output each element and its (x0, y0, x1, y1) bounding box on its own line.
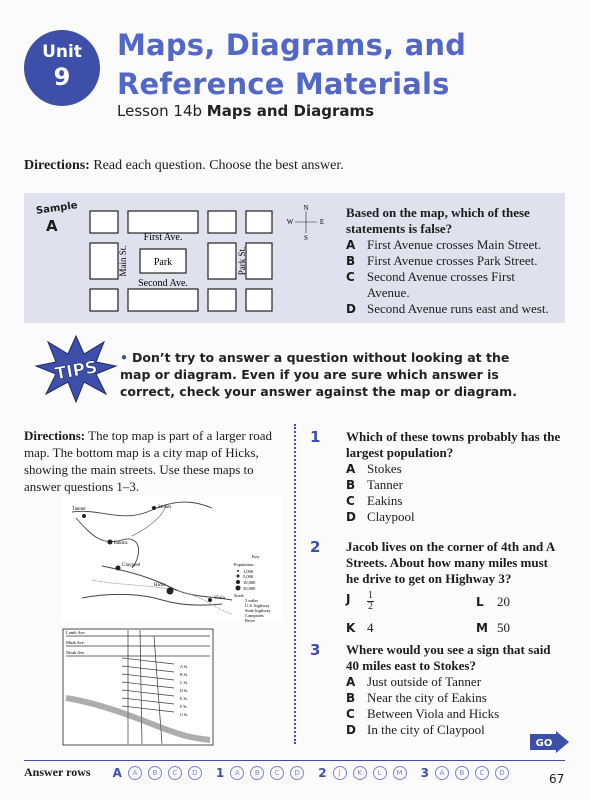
unit-badge (24, 30, 100, 106)
tips-label: TIPS (53, 357, 99, 385)
sample-street-map (84, 205, 334, 315)
title-line-2: Reference Materials (117, 67, 450, 101)
option-letter: B (346, 254, 356, 268)
fraction-one-half (367, 591, 374, 612)
option-k[interactable] (346, 620, 476, 636)
option-text: Near the city of Eakins (367, 690, 487, 705)
tips-text (120, 349, 520, 400)
option-text: Claypool (367, 509, 415, 524)
tips-body: Don’t try to answer a question without looking at the map or diagram. Even if you are sure which answer is correct, check your answer against the map or diagram. (120, 350, 517, 399)
option-l-text: 20 (497, 593, 510, 609)
option-c[interactable] (346, 706, 558, 722)
first-ave-label: First Ave. (143, 232, 183, 243)
fraction-denominator: 2 (368, 601, 373, 612)
option-text: Eakins (367, 493, 403, 508)
option-d[interactable] (346, 301, 558, 317)
compass-s: S (304, 234, 308, 242)
answer-bubble[interactable]: D (495, 766, 509, 780)
directions-2-text: The top map is part of a larger road map. The bottom map is a city map of Hicks, showing the main streets. Use these maps to answer questions 1–3. (24, 428, 273, 494)
question-3-options (346, 674, 558, 738)
option-text: Just outside of Tanner (367, 674, 482, 689)
tips-bullet: • (120, 350, 128, 365)
directions-2 (24, 427, 276, 495)
answer-bubble[interactable]: L (373, 766, 387, 780)
option-l-letter: L (476, 594, 484, 609)
park-st-label: Park St. (237, 246, 247, 276)
answer-row-key: 3 (420, 765, 429, 780)
directions-label: Directions: (24, 158, 90, 173)
question-3-number: 3 (310, 641, 321, 659)
option-letter: A (346, 238, 356, 252)
key-river: River (245, 618, 255, 622)
option-l[interactable] (476, 591, 556, 612)
question-2-stem: Jacob lives on the corner of 4th and A Streets. About how many miles must he drive to get on Highway 3? (346, 539, 555, 586)
fraction-numerator: 1 (368, 590, 373, 601)
answer-bubble[interactable]: C (475, 766, 489, 780)
option-m-letter: M (476, 621, 488, 635)
option-j-letter: J (346, 592, 351, 606)
question-3-stem: Where would you see a sign that said 40 miles east to Stokes? (346, 642, 551, 673)
option-text: First Avenue crosses Park Street. (367, 253, 538, 268)
town-eakins: Eakins (114, 541, 128, 546)
compass-n: N (303, 205, 309, 212)
road-map (62, 496, 282, 622)
compass-w: W (286, 218, 294, 226)
answer-bubble[interactable]: A (230, 766, 244, 780)
sample-stem: Based on the map, which of these statements is false? (346, 205, 530, 236)
key-us-highway: U.S. highway (245, 603, 270, 608)
city-street-b: B St. (180, 672, 189, 677)
compass-e: E (319, 218, 325, 226)
option-m-text: 50 (497, 620, 510, 635)
key-campsites: Campsites (245, 613, 264, 618)
city-street-g: G St. (180, 712, 189, 717)
option-letter: B (346, 478, 356, 492)
question-3 (346, 642, 558, 738)
city-street-f: F St. (180, 704, 188, 709)
answer-bubble[interactable]: K (353, 766, 367, 780)
option-letter: B (346, 691, 356, 705)
option-letter: C (346, 707, 355, 721)
column-divider (294, 424, 296, 744)
town-hicks: Hicks (154, 583, 166, 588)
town-tanner: Tanner (72, 507, 86, 512)
answer-bubble[interactable]: B (250, 766, 264, 780)
option-text: Second Avenue crosses First Avenue. (366, 269, 516, 300)
answer-row-key: 1 (215, 765, 225, 780)
key-scale: Scale (234, 593, 244, 598)
answer-row-key: 2 (318, 765, 327, 780)
answer-bubble[interactable]: C (270, 766, 284, 780)
city-map (62, 628, 214, 746)
option-a[interactable] (346, 237, 558, 253)
answer-bubble[interactable]: J (333, 766, 347, 780)
directions-1 (24, 158, 344, 174)
sample-options (346, 237, 558, 317)
key-population: Population (234, 562, 254, 567)
tips-burst-icon (34, 334, 118, 404)
option-k-letter: K (346, 621, 356, 635)
option-a[interactable] (346, 674, 558, 690)
answer-bubble[interactable]: M (393, 766, 407, 780)
answer-bubble[interactable]: A (435, 766, 449, 780)
go-arrow-icon[interactable] (530, 731, 570, 753)
city-street-a: A St. (180, 664, 189, 669)
option-text: Stokes (367, 461, 402, 476)
city-ave-2: Mink Ave. (66, 640, 85, 645)
directions-2-label: Directions: (24, 428, 86, 443)
option-k-text: 4 (367, 620, 374, 635)
lesson-prefix: Lesson 14b (117, 102, 203, 120)
answer-bubble[interactable]: B (455, 766, 469, 780)
option-d[interactable] (346, 722, 558, 738)
answer-rows-label: Answer rows (24, 765, 91, 779)
option-b[interactable] (346, 477, 566, 493)
unit-number: 9 (53, 63, 71, 91)
option-m[interactable] (476, 620, 556, 636)
page-title (117, 26, 466, 104)
answer-bubble[interactable]: D (188, 766, 202, 780)
option-letter: A (346, 675, 356, 689)
option-c[interactable] (346, 269, 558, 301)
lesson-title: Maps and Diagrams (206, 102, 375, 120)
option-a[interactable] (346, 461, 566, 477)
sample-label: Sample (35, 200, 79, 217)
town-stokes: Stokes (158, 505, 172, 510)
option-text: First Avenue crosses Main Street. (367, 237, 542, 252)
unit-word: Unit (42, 42, 82, 62)
sample-letter: A (46, 217, 58, 235)
answer-bubble[interactable]: C (168, 766, 182, 780)
option-text: Second Avenue runs east and west. (367, 301, 549, 316)
sample-question (346, 205, 558, 317)
answer-bubble[interactable]: D (290, 766, 304, 780)
compass-rose (287, 205, 324, 242)
question-2 (346, 539, 558, 636)
city-ave-3: Ninth Ave. (66, 650, 86, 655)
go-label: GO (535, 738, 553, 749)
main-st-label: Main St. (118, 245, 128, 277)
lesson-subtitle (117, 102, 374, 120)
question-1-options (346, 461, 566, 525)
option-letter: C (346, 494, 355, 508)
key-pop-1: 1,000 (243, 569, 254, 574)
town-claypool: Claypool (122, 563, 141, 568)
key-pop-4: 50,000 (243, 586, 256, 591)
option-letter: A (346, 462, 356, 476)
option-letter: D (346, 302, 356, 316)
option-b[interactable] (346, 253, 558, 269)
option-text: Tanner (367, 477, 403, 492)
option-b[interactable] (346, 690, 558, 706)
answer-rows-rule (24, 760, 565, 761)
answer-bubble[interactable]: A (128, 766, 142, 780)
option-d[interactable] (346, 509, 566, 525)
key-pop-3: 10,000 (243, 580, 256, 585)
option-c[interactable] (346, 493, 566, 509)
option-text: Between Viola and Hicks (367, 706, 500, 721)
key-state-highway: State highway (245, 608, 271, 613)
town-viola: Viola (214, 596, 225, 601)
city-street-d: D St. (180, 688, 189, 693)
question-1-number: 1 (310, 428, 321, 446)
question-1 (346, 429, 566, 525)
option-letter: D (346, 510, 356, 524)
option-text: In the city of Claypool (367, 722, 485, 737)
answer-rows (24, 765, 509, 780)
park-label: Park (153, 257, 173, 268)
answer-row-key: A (112, 765, 122, 780)
option-letter: C (346, 270, 355, 284)
option-j[interactable] (346, 591, 476, 612)
option-letter: D (346, 723, 356, 737)
second-ave-label: Second Ave. (138, 278, 188, 289)
key-title: Key (252, 554, 260, 559)
sample-box (24, 193, 565, 323)
city-ave-1: Lamb Ave. (66, 630, 86, 635)
answer-bubble[interactable]: B (148, 766, 162, 780)
key-pop-2: 5,000 (243, 574, 254, 579)
question-2-options (346, 591, 558, 636)
city-street-c: C St. (180, 680, 189, 685)
page-number: 67 (549, 772, 565, 786)
question-2-number: 2 (310, 538, 321, 556)
city-street-e: E St. (180, 696, 188, 701)
question-1-stem: Which of these towns probably has the largest population? (346, 429, 561, 460)
title-line-1: Maps, Diagrams, and (117, 28, 467, 62)
directions-text: Read each question. Choose the best answer. (89, 158, 344, 173)
key-scale-value: 5 miles (245, 598, 259, 603)
